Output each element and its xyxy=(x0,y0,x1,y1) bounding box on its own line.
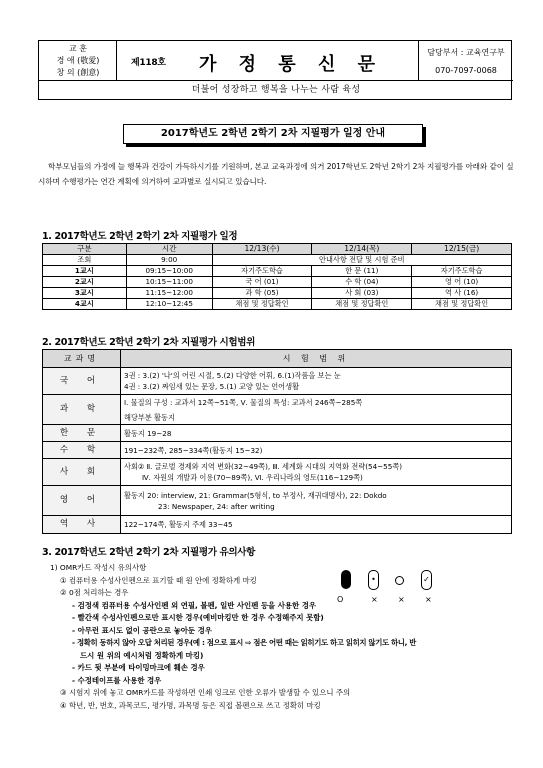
schedule-cell: 자기주도학습 xyxy=(412,266,512,277)
schedule-cell: 채점 및 정답확인 xyxy=(312,299,412,310)
schedule-header-cell: 12/13(수) xyxy=(212,244,312,255)
scope-line: 4권 : 3.(2) 짜임새 있는 문장, 5.(1) 교양 있는 언어생활 xyxy=(124,382,300,391)
department-info xyxy=(419,41,513,81)
section-3-title: 3. 2017학년도 2학년 2학기 2차 지필평가 유의사항 xyxy=(42,547,255,558)
scope-subject: 국 어 xyxy=(43,368,121,395)
scope-line: 3권 : 3.(2) '나'의 어린 시절, 5.(2) 다양한 어휘, 6.(1)작품을 보는 눈 xyxy=(124,371,341,380)
schedule-cell: 채점 및 정답확인 xyxy=(412,299,512,310)
omr-result-wrong: × xyxy=(371,595,378,604)
schedule-header-cell: 시간 xyxy=(126,244,212,255)
scope-line: 활동지 20: interview, 21: Grammar(5형식, to 부정사, 재귀대명사), 22: Dokdo xyxy=(124,490,387,500)
scope-range xyxy=(121,395,512,425)
table-row xyxy=(43,486,512,516)
omr-correct-mark-icon xyxy=(341,570,351,589)
scope-range xyxy=(121,459,512,486)
schedule-time: 09:15~10:00 xyxy=(126,266,212,277)
list-item: ② 0점 처리하는 경우 xyxy=(60,588,129,597)
schedule-row-morning xyxy=(43,255,512,266)
schedule-cell: 영 어 (10) xyxy=(412,277,512,288)
scope-line: Ⅰ. 물질의 구성 : 교과서 12쪽~51쪽, Ⅴ. 물질의 특성: 교과서 246쪽~285쪽 xyxy=(124,397,363,407)
schedule-header-cell: 구분 xyxy=(43,244,127,255)
list-item: - 수정테이프를 사용한 경우 xyxy=(72,675,162,685)
schedule-period: 2교시 xyxy=(43,277,127,288)
school-slogan: 더불어 성장하고 행복을 나누는 사람 육성 xyxy=(191,85,361,95)
table-row xyxy=(43,459,512,486)
scope-range xyxy=(121,486,512,516)
schedule-period: 4교시 xyxy=(43,299,127,310)
scope-line: 해당부분 활동지 xyxy=(124,412,175,422)
scope-subject: 수 학 xyxy=(43,442,121,459)
table-row xyxy=(43,288,512,299)
department-phone: 070-7097-0068 xyxy=(435,66,497,75)
scope-subject: 역 사 xyxy=(43,516,121,534)
scope-range xyxy=(121,516,512,534)
schedule-header-row xyxy=(43,244,512,255)
schedule-morning-note: 안내사항 전달 및 시험 준비 xyxy=(212,255,511,266)
schedule-time: 12:10~12:45 xyxy=(126,299,212,310)
motto-line-2: 창 의 (創意) xyxy=(56,68,100,77)
schedule-cell: 한 문 (11) xyxy=(312,266,412,277)
omr-result-wrong: × xyxy=(398,595,405,604)
table-row xyxy=(43,425,512,442)
precautions-list xyxy=(50,562,520,712)
schedule-cell: 국 어 (01) xyxy=(212,277,312,288)
schedule-cell: 과 학 (05) xyxy=(212,288,312,299)
table-row xyxy=(43,277,512,288)
scope-header-row xyxy=(43,350,512,368)
schedule-cell: 사 회 (03) xyxy=(312,288,412,299)
schedule-cell: 자기주도학습 xyxy=(212,266,312,277)
scope-line: 사회② Ⅱ. 글로벌 경제와 지역 변화(32~49쪽), Ⅲ. 세계화 시대의 지역화 전략(54~55쪽) xyxy=(124,462,403,471)
omr-check-mark-icon: ✓ xyxy=(421,570,432,590)
document-title: 2017학년도 2학년 2학기 2차 지필평가 일정 안내 xyxy=(123,124,423,144)
schedule-cell: 수 학 (04) xyxy=(312,277,412,288)
schedule-header-cell: 12/14(목) xyxy=(312,244,412,255)
motto-label: 교 훈 xyxy=(69,44,87,53)
scope-subject: 과 학 xyxy=(43,395,121,425)
list-item: - 아무런 표시도 없이 공란으로 놓아둔 경우 xyxy=(72,625,212,635)
department-name: 담당부서 : 교육연구부 xyxy=(427,48,505,57)
list-item: 드시 원 위의 예시처럼 정확하게 마킹) xyxy=(80,650,204,660)
motto-line-1: 경 애 (敬愛) xyxy=(56,56,100,65)
scope-range xyxy=(121,442,512,459)
intro-paragraph: 학부모님들의 가정에 늘 행복과 건강이 가득하시기를 기원하며, 본교 교육과정에 의거 2017학년도 2학년 2학기 2차 지필평가를 아래와 같이 실시하며 수행평가는 연간 계획에 의거하여 교과별로 실시되고 있습니다. xyxy=(38,162,514,186)
schedule-period: 3교시 xyxy=(43,288,127,299)
schedule-time: 9:00 xyxy=(126,255,212,266)
list-item: ③ 시험지 위에 놓고 OMR카드를 작성하면 인쇄 잉크로 인한 오류가 발생할 수 있으니 주의 xyxy=(60,688,351,697)
list-item: - 정확히 동하지 않아 오답 처리된 경우(예 : 점으로 표시 ⇨ 점은 어떤 때는 읽히기도 하고 읽히지 않기도 하니, 반 xyxy=(72,638,417,647)
schedule-cell: 역 사 (16) xyxy=(412,288,512,299)
schedule-time: 10:15~11:00 xyxy=(126,277,212,288)
scope-range xyxy=(121,425,512,442)
school-motto xyxy=(39,41,117,81)
omr-small-circle-icon xyxy=(395,576,404,585)
exam-scope-table xyxy=(42,349,512,534)
scope-subject: 영 어 xyxy=(43,486,121,516)
list-item: ④ 학년, 반, 번호, 과목코드, 평가명, 과목명 등은 직접 볼펜으로 쓰고 정확히 마킹 xyxy=(60,700,321,710)
list-item: ① 컴퓨터용 수성사인펜으로 표기할 때 원 안에 정확하게 마킹 xyxy=(60,575,257,585)
omr-result-wrong: × xyxy=(425,595,432,604)
schedule-header-cell: 12/15(금) xyxy=(412,244,512,255)
scope-line: 122~174쪽, 활동지 주제 33~45 xyxy=(124,520,233,529)
table-row xyxy=(43,395,512,425)
schedule-cell: 채점 및 정답확인 xyxy=(212,299,312,310)
masthead-box xyxy=(117,41,419,81)
issue-number: 제118호 xyxy=(131,58,166,68)
scope-line: Ⅳ. 자원의 개발과 이용(70~89쪽), Ⅵ. 우리나라의 영토(116~129쪽) xyxy=(142,473,363,482)
list-item: - 빨간색 수성사인펜으로만 표시한 경우(예비마킹만 한 경우 수정해주지 못함) xyxy=(72,613,324,622)
table-row xyxy=(43,516,512,534)
scope-range xyxy=(121,368,512,395)
section-1-title: 1. 2017학년도 2학년 2학기 2차 지필평가 일정 xyxy=(42,231,238,242)
list-item: - 검정색 컴퓨터용 수성사인펜 외 연필, 볼펜, 일반 사인펜 등을 사용한 경우 xyxy=(72,600,317,610)
scope-header-cell: 시 험 범 위 xyxy=(121,350,512,368)
scope-header-cell: 교과명 xyxy=(43,350,121,368)
list-item: 1) OMR카드 작성시 유의사항 xyxy=(50,563,147,572)
omr-dot-mark-icon: • xyxy=(368,570,379,590)
list-item: - 카드 뒷 부분에 타이밍마크에 훼손 경우 xyxy=(72,663,205,672)
table-row xyxy=(43,368,512,395)
table-row xyxy=(43,442,512,459)
schedule-time: 11:15~12:00 xyxy=(126,288,212,299)
schedule-period: 조회 xyxy=(43,255,127,266)
table-row xyxy=(43,299,512,310)
schedule-period: 1교시 xyxy=(43,266,127,277)
exam-schedule-table xyxy=(42,243,512,310)
section-2-title: 2. 2017학년도 2학년 2학기 2차 지필평가 시험범위 xyxy=(42,337,255,348)
masthead-title: 가 정 통 신 문 xyxy=(199,54,384,75)
scope-line: 191~232쪽, 285~334쪽(활동지 15~32) xyxy=(124,445,263,455)
newsletter-header xyxy=(38,40,512,100)
scope-subject: 한 문 xyxy=(43,425,121,442)
scope-line: 23: Newspaper, 24: after writing xyxy=(158,501,275,511)
scope-line: 활동지 19~28 xyxy=(124,428,172,438)
scope-subject: 사 회 xyxy=(43,459,121,486)
table-row xyxy=(43,266,512,277)
omr-result-correct: O xyxy=(337,595,344,604)
